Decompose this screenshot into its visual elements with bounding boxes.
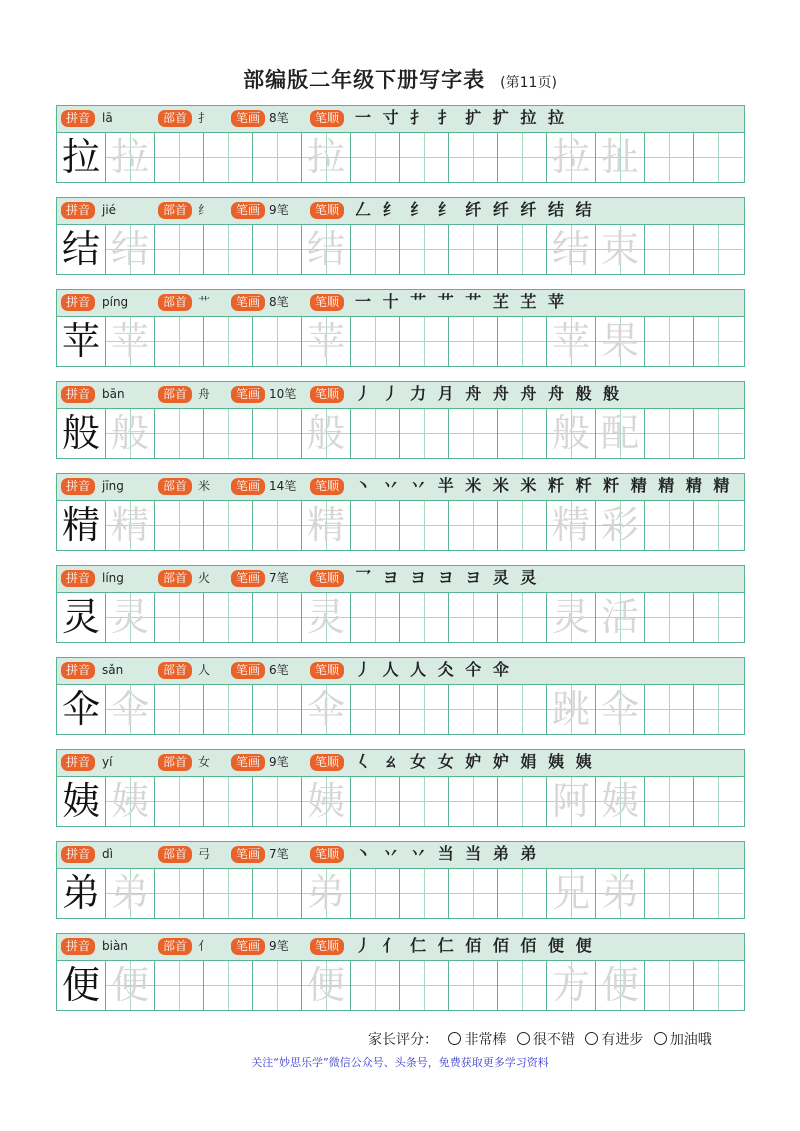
practice-cell[interactable]: [498, 409, 547, 458]
evaluation-option: 有进步: [601, 1032, 644, 1048]
page-title: 部编版二年级下册写字表: [243, 68, 486, 92]
practice-cell[interactable]: [645, 777, 694, 826]
strokes-badge: 笔画: [231, 570, 265, 587]
model-character: 精: [57, 501, 106, 550]
trace-word-char[interactable]: 灵: [547, 593, 596, 642]
practice-cell[interactable]: [155, 593, 204, 642]
trace-character[interactable]: 伞: [106, 685, 155, 734]
strokes-value: 9笔: [269, 203, 289, 217]
practice-cell[interactable]: [204, 409, 253, 458]
practice-cell[interactable]: [645, 409, 694, 458]
stroke-order: 丿 人 人 仌 仐 伞: [355, 660, 512, 679]
trace-word-char[interactable]: 兄: [547, 869, 596, 918]
pinyin-badge: 拼音: [61, 202, 95, 219]
model-character: 拉: [57, 133, 106, 182]
practice-cell[interactable]: [351, 961, 400, 1010]
writing-grid: [56, 408, 745, 459]
stroke-order-badge: 笔顺: [310, 662, 344, 679]
pinyin-badge: 拼音: [61, 846, 95, 863]
stroke-order-badge: 笔顺: [310, 110, 344, 127]
writing-grid: [56, 500, 745, 551]
stroke-order: 丶 丷 丷 半 米 米 米 粁 粁 粁 精 精 精 精: [355, 476, 733, 495]
character-block: [56, 749, 745, 827]
practice-cell[interactable]: [204, 777, 253, 826]
writing-grid: [56, 132, 745, 183]
trace-word-char[interactable]: 方: [547, 961, 596, 1010]
practice-cell[interactable]: [694, 409, 743, 458]
practice-cell[interactable]: [449, 593, 498, 642]
character-info-bar: [56, 473, 745, 500]
trace-character[interactable]: 结: [106, 225, 155, 274]
stroke-order-badge: 笔顺: [310, 202, 344, 219]
strokes-badge: 笔画: [231, 294, 265, 311]
radical-badge: 部首: [158, 662, 192, 679]
practice-cell[interactable]: [351, 409, 400, 458]
practice-cell[interactable]: [694, 685, 743, 734]
option-circle-icon[interactable]: [585, 1032, 598, 1045]
radical-badge: 部首: [158, 846, 192, 863]
practice-cell[interactable]: [449, 961, 498, 1010]
pinyin-value: píng: [102, 295, 129, 309]
strokes-value: 9笔: [269, 939, 289, 953]
model-character: 般: [57, 409, 106, 458]
practice-cell[interactable]: [645, 501, 694, 550]
practice-cell[interactable]: [449, 777, 498, 826]
strokes-value: 9笔: [269, 755, 289, 769]
stroke-order-badge: 笔顺: [310, 754, 344, 771]
character-info-bar: [56, 565, 745, 592]
trace-word-char[interactable]: 阿: [547, 777, 596, 826]
trace-character[interactable]: 弟: [302, 869, 351, 918]
practice-cell[interactable]: [204, 593, 253, 642]
character-block: [56, 933, 745, 1011]
radical-value: 女: [198, 755, 211, 769]
practice-cell[interactable]: [400, 869, 449, 918]
practice-cell[interactable]: [204, 685, 253, 734]
radical-value: 艹: [198, 295, 211, 309]
character-block: [56, 565, 745, 643]
strokes-badge: 笔画: [231, 110, 265, 127]
trace-word-char[interactable]: 扯: [596, 133, 645, 182]
radical-value: 舟: [198, 387, 211, 401]
practice-cell[interactable]: [449, 317, 498, 366]
character-block: [56, 289, 745, 367]
writing-grid: [56, 592, 745, 643]
radical-value: 弓: [198, 847, 211, 861]
trace-word-char[interactable]: 束: [596, 225, 645, 274]
trace-character[interactable]: 拉: [302, 133, 351, 182]
writing-grid: [56, 776, 745, 827]
practice-cell[interactable]: [498, 593, 547, 642]
strokes-badge: 笔画: [231, 846, 265, 863]
practice-cell[interactable]: [645, 225, 694, 274]
practice-cell[interactable]: [400, 777, 449, 826]
character-block: [56, 197, 745, 275]
stroke-order-badge: 笔顺: [310, 570, 344, 587]
radical-badge: 部首: [158, 570, 192, 587]
trace-character[interactable]: 灵: [302, 593, 351, 642]
practice-cell[interactable]: [253, 133, 302, 182]
practice-cell[interactable]: [645, 869, 694, 918]
trace-character[interactable]: 结: [302, 225, 351, 274]
practice-cell[interactable]: [155, 225, 204, 274]
practice-cell[interactable]: [155, 777, 204, 826]
radical-badge: 部首: [158, 294, 192, 311]
model-character: 苹: [57, 317, 106, 366]
practice-cell[interactable]: [449, 409, 498, 458]
practice-cell[interactable]: [253, 869, 302, 918]
stroke-order: 丿 丿 力 月 舟 舟 舟 舟 般 般: [355, 384, 623, 403]
practice-cell[interactable]: [204, 133, 253, 182]
model-character: 灵: [57, 593, 106, 642]
model-character: 姨: [57, 777, 106, 826]
stroke-order-badge: 笔顺: [310, 938, 344, 955]
character-info-bar: [56, 197, 745, 224]
practice-cell[interactable]: [694, 501, 743, 550]
character-info-bar: [56, 841, 745, 868]
option-circle-icon[interactable]: [448, 1032, 461, 1045]
practice-cell[interactable]: [449, 501, 498, 550]
radical-value: 扌: [198, 111, 211, 125]
practice-cell[interactable]: [351, 869, 400, 918]
radical-value: 纟: [198, 203, 211, 217]
strokes-value: 8笔: [269, 111, 289, 125]
practice-cell[interactable]: [449, 869, 498, 918]
stroke-order: 丶 丷 丷 当 当 弟 弟: [355, 844, 540, 863]
pinyin-badge: 拼音: [61, 570, 95, 587]
practice-cell[interactable]: [155, 133, 204, 182]
practice-cell[interactable]: [400, 501, 449, 550]
practice-cell[interactable]: [400, 961, 449, 1010]
character-info-bar: [56, 381, 745, 408]
practice-cell[interactable]: [155, 685, 204, 734]
evaluation-label: 家长评分：: [368, 1032, 438, 1048]
practice-cell[interactable]: [645, 593, 694, 642]
trace-word-char[interactable]: 伞: [596, 685, 645, 734]
practice-cell[interactable]: [155, 961, 204, 1010]
strokes-badge: 笔画: [231, 478, 265, 495]
stroke-order: 𠃋 纟 纟 纟 纤 纤 纤 结 结: [355, 200, 595, 219]
practice-cell[interactable]: [498, 685, 547, 734]
radical-badge: 部首: [158, 386, 192, 403]
strokes-value: 14笔: [269, 479, 297, 493]
practice-cell[interactable]: [400, 593, 449, 642]
practice-cell[interactable]: [253, 777, 302, 826]
practice-cell[interactable]: [155, 501, 204, 550]
stroke-order: 𡿨 ㄠ 女 女 妒 妒 娟 姨 姨: [355, 752, 595, 771]
practice-cell[interactable]: [351, 685, 400, 734]
pinyin-value: lā: [102, 111, 113, 125]
pinyin-value: sǎn: [102, 663, 124, 677]
practice-cell[interactable]: [400, 317, 449, 366]
practice-cell[interactable]: [449, 685, 498, 734]
writing-grid: [56, 316, 745, 367]
strokes-value: 7笔: [269, 571, 289, 585]
stroke-order: 乛 ヨ ヨ ヨ ヨ 灵 灵: [355, 568, 540, 587]
radical-badge: 部首: [158, 938, 192, 955]
character-info-bar: [56, 289, 745, 316]
pinyin-value: jīng: [102, 479, 124, 493]
strokes-value: 7笔: [269, 847, 289, 861]
evaluation-option: 加油哦: [669, 1032, 712, 1048]
practice-cell[interactable]: [694, 961, 743, 1010]
evaluation-option: 非常棒: [464, 1032, 507, 1048]
practice-cell[interactable]: [498, 961, 547, 1010]
trace-word-char[interactable]: 姨: [596, 777, 645, 826]
practice-cell[interactable]: [694, 225, 743, 274]
stroke-order-badge: 笔顺: [310, 478, 344, 495]
practice-cell[interactable]: [400, 409, 449, 458]
page-header: [0, 64, 800, 94]
model-character: 伞: [57, 685, 106, 734]
character-info-bar: [56, 105, 745, 132]
strokes-badge: 笔画: [231, 754, 265, 771]
pinyin-badge: 拼音: [61, 386, 95, 403]
pinyin-badge: 拼音: [61, 478, 95, 495]
model-character: 便: [57, 961, 106, 1010]
practice-cell[interactable]: [351, 317, 400, 366]
practice-cell[interactable]: [253, 409, 302, 458]
option-circle-icon[interactable]: [517, 1032, 530, 1045]
radical-badge: 部首: [158, 754, 192, 771]
stroke-order-badge: 笔顺: [310, 386, 344, 403]
practice-cell[interactable]: [498, 501, 547, 550]
trace-character[interactable]: 精: [106, 501, 155, 550]
practice-cell[interactable]: [351, 133, 400, 182]
trace-character[interactable]: 般: [106, 409, 155, 458]
practice-cell[interactable]: [645, 317, 694, 366]
practice-cell[interactable]: [155, 317, 204, 366]
character-block: [56, 657, 745, 735]
radical-badge: 部首: [158, 478, 192, 495]
parent-evaluation: [368, 1029, 712, 1049]
footer-note: 关注“妙思乐学”微信公众号、头条号，免费获取更多学习资料: [251, 1056, 549, 1069]
practice-cell[interactable]: [694, 869, 743, 918]
practice-cell[interactable]: [351, 593, 400, 642]
strokes-badge: 笔画: [231, 662, 265, 679]
trace-character[interactable]: 便: [302, 961, 351, 1010]
trace-character[interactable]: 便: [106, 961, 155, 1010]
radical-value: 人: [198, 663, 211, 677]
trace-word-char[interactable]: 果: [596, 317, 645, 366]
practice-cell[interactable]: [400, 685, 449, 734]
trace-word-char[interactable]: 活: [596, 593, 645, 642]
trace-word-char[interactable]: 跳: [547, 685, 596, 734]
pinyin-value: dì: [102, 847, 113, 861]
trace-word-char[interactable]: 便: [596, 961, 645, 1010]
radical-value: 火: [198, 571, 211, 585]
radical-badge: 部首: [158, 110, 192, 127]
trace-word-char[interactable]: 拉: [547, 133, 596, 182]
character-block: [56, 105, 745, 183]
trace-word-char[interactable]: 结: [547, 225, 596, 274]
writing-grid: [56, 868, 745, 919]
practice-cell[interactable]: [351, 501, 400, 550]
practice-cell[interactable]: [204, 501, 253, 550]
practice-cell[interactable]: [155, 409, 204, 458]
practice-cell[interactable]: [204, 317, 253, 366]
trace-character[interactable]: 姨: [106, 777, 155, 826]
strokes-value: 10笔: [269, 387, 297, 401]
practice-cell[interactable]: [645, 961, 694, 1010]
practice-cell[interactable]: [351, 777, 400, 826]
stroke-order: 丿 亻 仁 仁 佰 佰 佰 便 便: [355, 936, 595, 955]
practice-cell[interactable]: [400, 225, 449, 274]
stroke-order: 一 寸 扌 扌 扩 扩 拉 拉: [355, 108, 567, 127]
practice-cell[interactable]: [694, 593, 743, 642]
option-circle-icon[interactable]: [654, 1032, 667, 1045]
strokes-value: 6笔: [269, 663, 289, 677]
evaluation-option: 很不错: [532, 1032, 575, 1048]
writing-grid: [56, 224, 745, 275]
practice-cell[interactable]: [253, 961, 302, 1010]
practice-cell[interactable]: [351, 225, 400, 274]
practice-cell[interactable]: [253, 685, 302, 734]
trace-character[interactable]: 弟: [106, 869, 155, 918]
pinyin-value: bān: [102, 387, 125, 401]
character-block: [56, 841, 745, 919]
practice-cell[interactable]: [498, 777, 547, 826]
character-block: [56, 473, 745, 551]
practice-cell[interactable]: [204, 961, 253, 1010]
pinyin-value: yí: [102, 755, 113, 769]
trace-word-char[interactable]: 般: [547, 409, 596, 458]
radical-value: 亻: [198, 939, 211, 953]
trace-character[interactable]: 灵: [106, 593, 155, 642]
trace-word-char[interactable]: 彩: [596, 501, 645, 550]
pinyin-badge: 拼音: [61, 662, 95, 679]
trace-character[interactable]: 精: [302, 501, 351, 550]
writing-grid: [56, 960, 745, 1011]
practice-cell[interactable]: [498, 133, 547, 182]
practice-cell[interactable]: [498, 317, 547, 366]
character-info-bar: [56, 749, 745, 776]
trace-word-char[interactable]: 弟: [596, 869, 645, 918]
pinyin-badge: 拼音: [61, 294, 95, 311]
practice-cell[interactable]: [253, 225, 302, 274]
strokes-value: 8笔: [269, 295, 289, 309]
trace-word-char[interactable]: 配: [596, 409, 645, 458]
character-info-bar: [56, 933, 745, 960]
practice-cell[interactable]: [253, 317, 302, 366]
stroke-order-badge: 笔顺: [310, 294, 344, 311]
strokes-badge: 笔画: [231, 938, 265, 955]
trace-word-char[interactable]: 精: [547, 501, 596, 550]
model-character: 结: [57, 225, 106, 274]
practice-cell[interactable]: [449, 225, 498, 274]
practice-cell[interactable]: [645, 685, 694, 734]
character-info-bar: [56, 657, 745, 684]
practice-cell[interactable]: [253, 593, 302, 642]
practice-cell[interactable]: [498, 225, 547, 274]
practice-cell[interactable]: [253, 501, 302, 550]
radical-value: 米: [198, 479, 211, 493]
practice-cell[interactable]: [400, 133, 449, 182]
stroke-order-badge: 笔顺: [310, 846, 344, 863]
stroke-order: 一 十 艹 艹 艹 芏 芏 苹: [355, 292, 567, 311]
character-block: [56, 381, 745, 459]
trace-word-char[interactable]: 苹: [547, 317, 596, 366]
trace-character[interactable]: 般: [302, 409, 351, 458]
pinyin-value: jié: [102, 203, 117, 217]
trace-character[interactable]: 苹: [106, 317, 155, 366]
model-character: 弟: [57, 869, 106, 918]
practice-cell[interactable]: [694, 133, 743, 182]
trace-character[interactable]: 姨: [302, 777, 351, 826]
writing-grid: [56, 684, 745, 735]
practice-cell[interactable]: [204, 869, 253, 918]
strokes-badge: 笔画: [231, 386, 265, 403]
pinyin-value: biàn: [102, 939, 128, 953]
practice-cell[interactable]: [155, 869, 204, 918]
radical-badge: 部首: [158, 202, 192, 219]
practice-cell[interactable]: [694, 777, 743, 826]
trace-character[interactable]: 拉: [106, 133, 155, 182]
trace-character[interactable]: 苹: [302, 317, 351, 366]
practice-cell[interactable]: [449, 133, 498, 182]
practice-cell[interactable]: [498, 869, 547, 918]
practice-cell[interactable]: [645, 133, 694, 182]
strokes-badge: 笔画: [231, 202, 265, 219]
pinyin-badge: 拼音: [61, 938, 95, 955]
pinyin-badge: 拼音: [61, 110, 95, 127]
practice-cell[interactable]: [204, 225, 253, 274]
pinyin-badge: 拼音: [61, 754, 95, 771]
page-number: (第11页): [500, 75, 557, 91]
trace-character[interactable]: 伞: [302, 685, 351, 734]
practice-cell[interactable]: [694, 317, 743, 366]
pinyin-value: líng: [102, 571, 124, 585]
